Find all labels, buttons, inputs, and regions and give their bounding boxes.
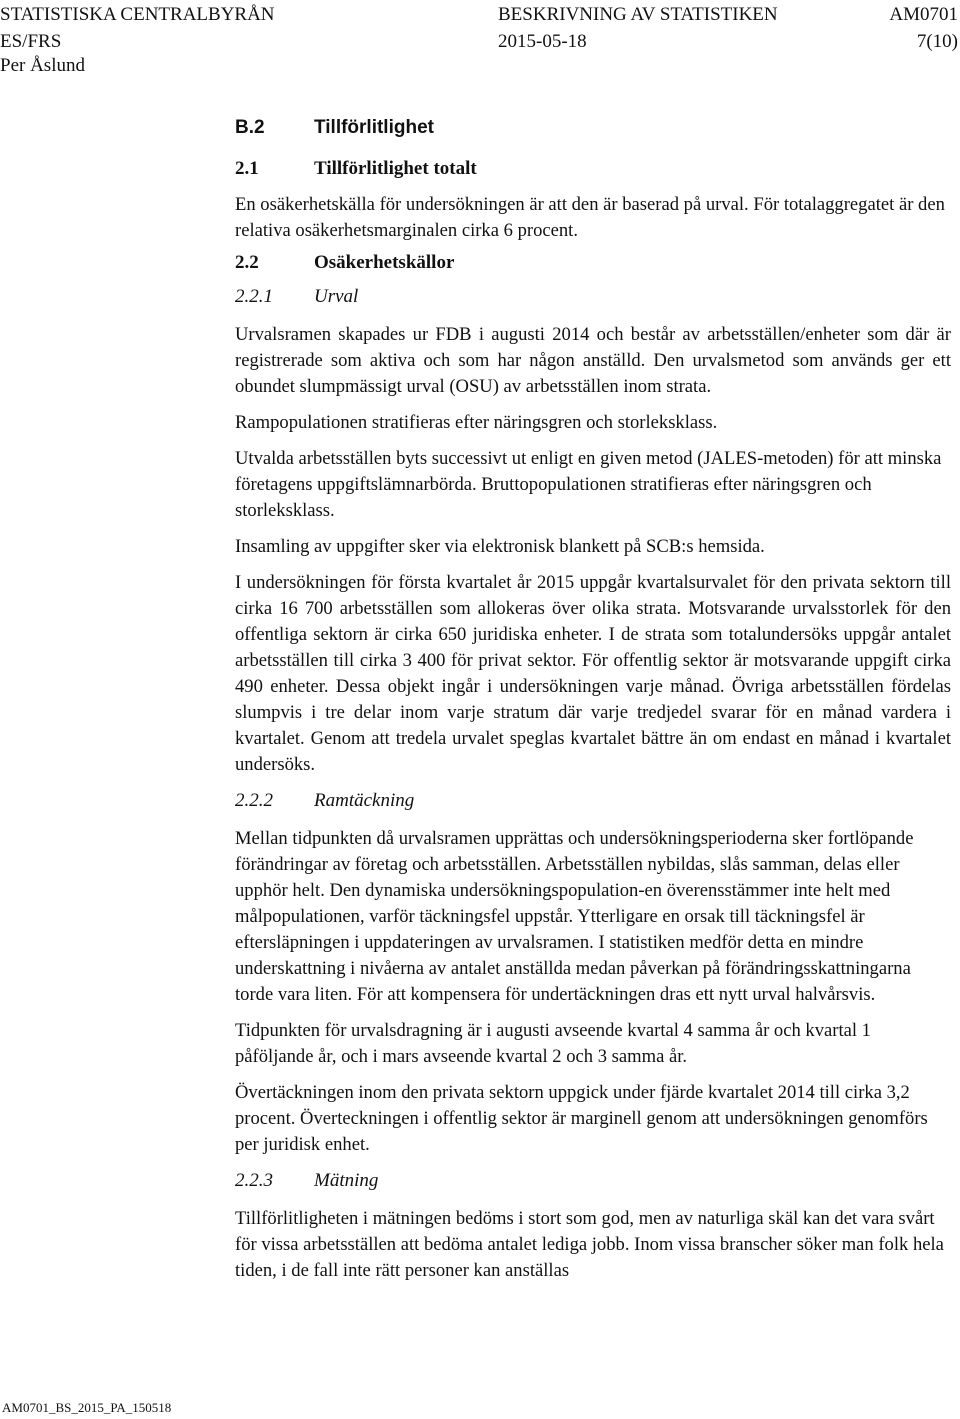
- subsection-number: 2.1: [235, 158, 259, 179]
- paragraph: I undersökningen för första kvartalet år 2015 uppgår kvartalsurvalet för den privata sektorn till cirka 16 700 arbetsställen som allokeras över olika strata. Motsvarande urvalsstorlek för den offentliga sektorn är cirka 650 juridiska enheter. I de strata som totalundersöks uppgår antalet arbetsställen till cirka 3 400 för privat sektor. För offentlig sektor är motsvarande uppgift cirka 490 enheter. Dessa objekt ingår i undersökningen varje månad. Övriga arbetsställen fördelas slumpvis i tre delar inom varje stratum där varje tredjedel svarar för en månad vardera i kvartalet. Genom att tredela urvalet speglas kvartalet bättre än om endast en månad i kvartalet undersöks.: [235, 572, 951, 775]
- header-org: STATISTISKA CENTRALBYRÅN: [0, 4, 275, 25]
- paragraph: Tidpunkten för urvalsdragning är i augusti avseende kvartal 4 samma år och kvartal 1 påföljande år, och i mars avseende kvartal 2 och 3 samma år.: [235, 1020, 871, 1067]
- subsubsection-number: 2.2.3: [235, 1170, 273, 1191]
- paragraph: Insamling av uppgifter sker via elektronisk blankett på SCB:s hemsida.: [235, 536, 765, 557]
- section-heading: [235, 114, 951, 142]
- subsubsection-number: 2.2.1: [235, 286, 273, 307]
- header-date: 2015-05-18: [498, 31, 587, 52]
- paragraph: Utvalda arbetsställen byts successivt ut enligt en given metod (JALES-metoden) för att minska företagens uppgiftslämnarbörda. Bruttopopulationen stratifieras efter näringsgren och storleksklass.: [235, 448, 942, 521]
- subsubsection-heading-2-2-1: [235, 284, 951, 310]
- section-title: Tillförlitlighet: [314, 117, 434, 138]
- subsubsection-title: Ramtäckning: [314, 790, 415, 811]
- subsubsection-title: Urval: [314, 286, 359, 307]
- subsection-number: 2.2: [235, 252, 259, 273]
- subsubsection-heading-2-2-2: [235, 788, 951, 814]
- footer-doc-id: AM0701_BS_2015_PA_150518: [2, 1400, 172, 1415]
- subsection-heading-2-2: [235, 250, 951, 276]
- subsubsection-title: Mätning: [314, 1170, 379, 1191]
- header-doc-code: AM0701: [889, 4, 958, 25]
- paragraph: Urvalsramen skapades ur FDB i augusti 2014 och består av arbetsställen/enheter som där är registrerade som aktiva och som har någon anställd. Den urvalsmetod som används ger ett obundet slumpmässigt urval (OSU) av arbetsställen inom strata.: [235, 324, 951, 397]
- document-body: [235, 114, 951, 1294]
- paragraph: Övertäckningen inom den privata sektorn uppgick under fjärde kvartalet 2014 till cirka 3,2 procent. Överteckningen i offentlig sektor är marginell genom att undersökningen genomförs per juridisk enhet.: [235, 1082, 928, 1155]
- subsection-heading-2-1: [235, 156, 951, 182]
- section-number: B.2: [235, 117, 265, 138]
- paragraph: Mellan tidpunkten då urvalsramen upprättas och undersökningsperioderna sker fortlöpande förändringar av företag och arbetsställen. Arbetsställen nybildas, slås samman, delas eller upphör helt. Den dynamiska undersökningspopulation-en överensstämmer inte helt med målpopulationen, varför täckningsfel uppstår. Ytterligare en orsak till täckningsfel är eftersläpningen i uppdateringen av urvalsramen. I statistiken medför detta en mindre underskattning i nivåerna av antalet anställda medan påverkan på förändringsskattningarna torde vara liten. För att kompensera för undertäckningen dras ett nytt urval halvårsvis.: [235, 828, 914, 1005]
- header-unit: ES/FRS: [0, 31, 62, 52]
- header-page-number: 7(10): [916, 31, 958, 52]
- header-doc-type: BESKRIVNING AV STATISTIKEN: [498, 4, 778, 25]
- subsubsection-heading-2-2-3: [235, 1168, 951, 1194]
- paragraph: Rampopulationen stratifieras efter näringsgren och storleksklass.: [235, 412, 718, 433]
- paragraph: En osäkerhetskälla för undersökningen är att den är baserad på urval. För totalaggregatet är den relativa osäkerhetsmarginalen cirka 6 procent.: [235, 194, 945, 241]
- paragraph: Tillförlitligheten i mätningen bedöms i stort som god, men av naturliga skäl kan det vara svårt för vissa arbetsställen att bedöma antalet lediga jobb. Inom vissa branscher söker man folk hela tiden, i de fall inte rätt personer kan anställas: [235, 1208, 944, 1281]
- subsubsection-number: 2.2.2: [235, 790, 273, 811]
- subsection-title: Tillförlitlighet totalt: [314, 158, 477, 179]
- header-author: Per Åslund: [0, 55, 85, 76]
- subsection-title: Osäkerhetskällor: [314, 252, 455, 273]
